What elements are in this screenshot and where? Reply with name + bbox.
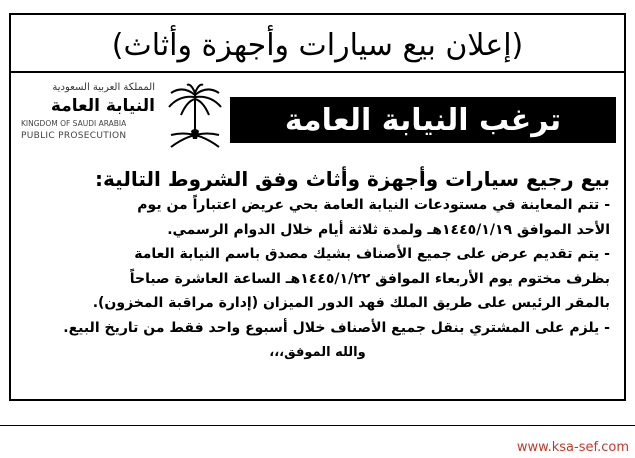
palm-swords-icon (161, 81, 229, 155)
website-link[interactable]: www.ksa-sef.com (516, 440, 629, 455)
header-row (11, 75, 624, 163)
kingdom-name-ar: المملكة العربية السعودية (52, 82, 155, 93)
prosecution-name-en: PUBLIC PROSECUTION (21, 131, 127, 141)
body-line: الأحد الموافق ١٤٤٥/١/١٩هـ ولمدة ثلاثة أيام خلال الدوام الرسمي. (167, 221, 610, 238)
body-line: - يتم تقديم عرض على جميع الأصناف بشيك مصدق باسم النيابة العامة (134, 246, 610, 262)
announcement-body (25, 165, 610, 366)
body-title: بيع رجيع سيارات وأجهزة وأثاث وفق الشروط التالية: (95, 167, 610, 191)
page-divider (0, 425, 635, 426)
body-line: - يلزم على المشتري بنقل جميع الأصناف خلال أسبوع واحد فقط من تاريخ البيع. (63, 319, 610, 336)
prosecution-name-ar: النيابة العامة (50, 96, 155, 116)
body-line: بظرف مختوم يوم الأربعاء الموافق ١٤٤٥/١/٢٢هـ الساعة العاشرة صباحاً (129, 270, 610, 287)
kingdom-name-en: KINGDOM OF SAUDI ARABIA (21, 119, 127, 128)
emblem-text (21, 81, 155, 143)
banner-title: ترغب النيابة العامة (230, 97, 616, 143)
body-line: بالمقر الرئيس على طريق الملك فهد الدور الميزان (إدارة مراقبة المخزون). (92, 295, 610, 311)
announcement-box (9, 13, 626, 401)
body-line: - تتم المعاينة في مستودعات النيابة العامة بحي عريض اعتباراً من يوم (137, 197, 610, 213)
public-prosecution-emblem (19, 77, 229, 161)
headline: (إعلان بيع سيارات وأجهزة وأثاث) (11, 19, 624, 73)
closing-line: والله الموفق،،، (269, 345, 366, 360)
